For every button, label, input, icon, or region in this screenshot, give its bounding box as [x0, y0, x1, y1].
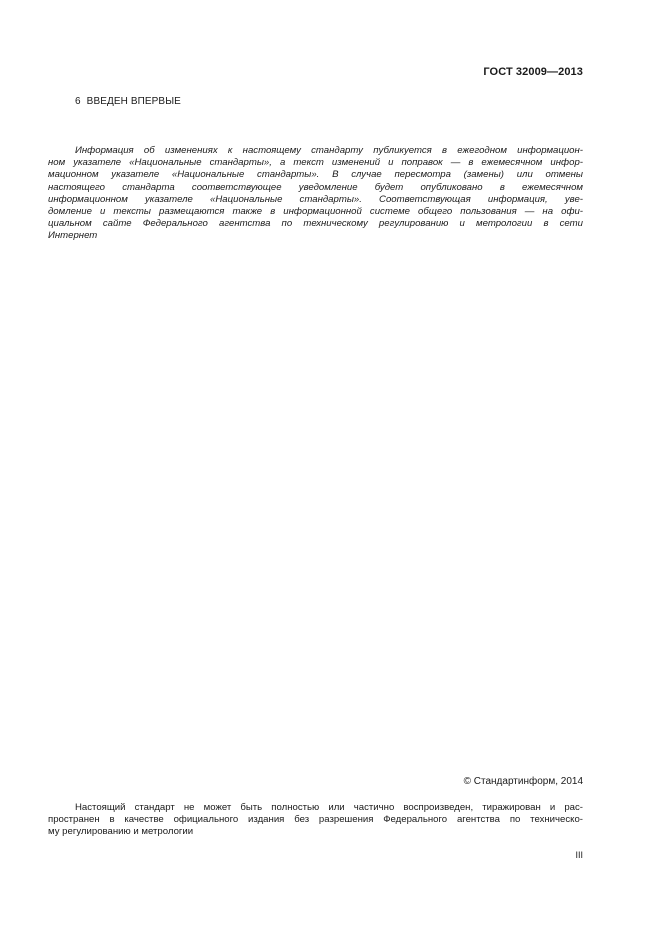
info-notice-line: домление и тексты размещаются также в информационной системе общего пользования — на офи- — [48, 206, 583, 218]
info-notice-line: ном указателе «Национальные стандарты», а текст изменений и поправок — в ежемесячном инфор- — [48, 157, 583, 169]
copyright: © Стандартинформ, 2014 — [463, 776, 583, 787]
info-notice-line: циальном сайте Федерального агентства по техническому регулированию и метрологии в сети — [48, 218, 583, 230]
legal-notice-line: пространен в качестве официального издания без разрешения Федерального агентства по техническо- — [48, 814, 583, 826]
info-notice-line: мационном указателе «Национальные стандарты». В случае пересмотра (замены) или отмены — [48, 169, 583, 181]
info-notice-line: информационном указателе «Национальные стандарты». Соответствующая информация, уве- — [48, 193, 583, 205]
item-introduced — [75, 96, 181, 107]
info-notice-line: настоящего стандарта соответствующее уведомление будет опубликовано в ежемесячном — [48, 181, 583, 193]
document-code: ГОСТ 32009—2013 — [483, 66, 583, 78]
page-number: III — [575, 850, 583, 860]
legal-notice — [48, 802, 583, 839]
info-notice-line: Интернет — [48, 230, 98, 242]
item-text: ВВЕДЕН ВПЕРВЫЕ — [86, 96, 181, 107]
legal-notice-line: му регулированию и метрологии — [48, 826, 194, 838]
info-notice — [48, 145, 583, 243]
info-notice-line: Информация об изменениях к настоящему стандарту публикуется в ежегодном информацион- — [75, 145, 583, 156]
legal-notice-line: Настоящий стандарт не может быть полностью или частично воспроизведен, тиражирован и рас- — [75, 802, 583, 813]
item-number: 6 — [75, 96, 81, 107]
